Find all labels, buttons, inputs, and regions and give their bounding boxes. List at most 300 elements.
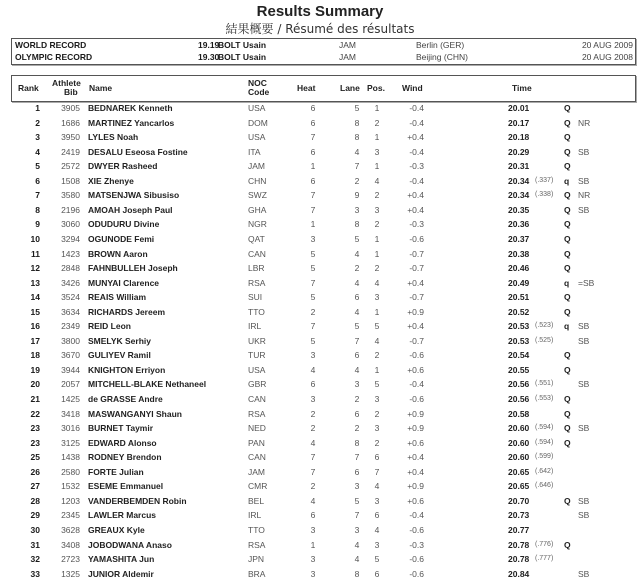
time-cell: 20.34 — [508, 190, 530, 201]
heat-cell: 1 — [310, 219, 316, 230]
lane-cell: 9 — [354, 190, 360, 201]
time-cell: 20.51 — [508, 292, 530, 303]
qualifier-cell: Q — [564, 117, 571, 128]
bib-cell: 3580 — [61, 190, 80, 201]
heat-cell: 6 — [310, 146, 316, 157]
wind-cell: -0.4 — [409, 510, 424, 521]
pos-cell: 3 — [374, 495, 380, 506]
heat-cell: 7 — [310, 277, 316, 288]
table-row — [0, 261, 640, 275]
bib-cell: 3628 — [61, 524, 80, 535]
pos-cell: 1 — [374, 248, 380, 259]
heat-cell: 6 — [310, 175, 316, 186]
athlete-name: BROWN Aaron — [88, 248, 148, 259]
qualifier-cell: Q — [564, 132, 571, 143]
noc-cell: NGR — [248, 219, 267, 230]
pos-cell: 6 — [374, 568, 380, 579]
col-rank: Rank — [18, 83, 39, 93]
olympic-record-row — [12, 52, 635, 64]
wind-cell: +0.4 — [407, 204, 424, 215]
bib-cell: 1325 — [61, 568, 80, 579]
qualifier-cell: Q — [564, 423, 571, 434]
rank-cell: 23 — [30, 423, 40, 434]
table-row — [0, 508, 640, 522]
noc-cell: UKR — [248, 335, 266, 346]
athlete-name: MATSENJWA Sibusiso — [88, 190, 180, 201]
noc-cell: PAN — [248, 437, 265, 448]
table-row — [0, 392, 640, 406]
time-cell: 20.35 — [508, 204, 530, 215]
wind-cell: -0.7 — [409, 292, 424, 303]
table-row — [0, 523, 640, 537]
pos-cell: 5 — [374, 379, 380, 390]
wind-cell: -0.7 — [409, 263, 424, 274]
tiebreak-cell: (.594) — [535, 424, 554, 432]
bib-cell: 2345 — [61, 510, 80, 521]
noc-cell: QAT — [248, 233, 265, 244]
rank-cell: 7 — [35, 190, 40, 201]
lane-cell: 7 — [354, 161, 360, 172]
noc-cell: RSA — [248, 539, 266, 550]
time-cell: 20.17 — [508, 117, 530, 128]
wind-cell: +0.4 — [407, 190, 424, 201]
time-cell: 20.84 — [508, 568, 530, 579]
col-pos: Pos. — [367, 83, 385, 93]
table-row — [0, 101, 640, 115]
tiebreak-cell: (.553) — [535, 395, 554, 402]
tiebreak-cell: (.594) — [535, 438, 554, 446]
table-row — [0, 407, 640, 421]
qualifier-cell: q — [564, 277, 570, 288]
record-note-cell: SB — [578, 175, 590, 186]
table-row — [0, 159, 640, 173]
rank-cell: 3 — [35, 132, 40, 143]
table-row — [0, 145, 640, 159]
lane-cell: 4 — [354, 539, 360, 550]
col-athlete: Athlete — [52, 78, 81, 88]
wind-cell: -0.6 — [409, 554, 424, 565]
athlete-name: MASWANGANYI Shaun — [88, 408, 182, 419]
noc-cell: BRA — [248, 568, 266, 579]
noc-cell: JAM — [248, 161, 265, 172]
athlete-name: RICHARDS Jereem — [88, 306, 165, 317]
time-cell: 20.58 — [508, 408, 530, 419]
athlete-name: JUNIOR Aldemir — [88, 568, 154, 579]
athlete-name: SMELYK Serhiy — [88, 335, 151, 346]
lane-cell: 2 — [354, 175, 360, 186]
pos-cell: 2 — [374, 219, 380, 230]
wind-cell: -0.3 — [409, 161, 424, 172]
noc-cell: TTO — [248, 306, 265, 317]
athlete-name: REAIS William — [88, 292, 147, 303]
heat-cell: 3 — [310, 394, 316, 404]
wind-cell: -0.6 — [409, 233, 424, 244]
rank-cell: 9 — [35, 219, 40, 230]
pos-cell: 5 — [374, 321, 380, 332]
table-row — [0, 363, 640, 377]
bib-cell: 3670 — [61, 350, 80, 361]
athlete-name: DESALU Eseosa Fostine — [88, 146, 188, 157]
col-bib: Bib — [64, 87, 78, 97]
col-time: Time — [512, 83, 532, 93]
lane-cell: 3 — [354, 204, 360, 215]
qualifier-cell: Q — [564, 495, 571, 506]
time-cell: 20.60 — [508, 423, 530, 434]
wind-cell: -0.3 — [409, 539, 424, 550]
tiebreak-cell: (.642) — [535, 467, 554, 475]
qualifier-cell: Q — [564, 219, 571, 230]
bib-cell: 2419 — [61, 146, 80, 157]
pos-cell: 3 — [374, 292, 380, 303]
lane-cell: 3 — [354, 481, 360, 492]
pos-cell: 3 — [374, 204, 380, 215]
heat-cell: 3 — [310, 554, 316, 565]
record-note-cell: SB — [578, 204, 590, 215]
table-row — [0, 348, 640, 362]
heat-cell: 5 — [310, 292, 316, 303]
wind-cell: -0.6 — [409, 568, 424, 579]
heat-cell: 2 — [310, 408, 316, 419]
qualifier-cell: Q — [564, 103, 571, 113]
heat-cell: 1 — [310, 539, 316, 550]
lane-cell: 2 — [354, 394, 360, 404]
wind-cell: +0.6 — [407, 437, 424, 448]
table-header — [11, 75, 636, 102]
qualifier-cell: Q — [564, 306, 571, 317]
heat-cell: 7 — [310, 132, 316, 143]
record-note-cell: SB — [578, 335, 590, 346]
time-cell: 20.34 — [508, 175, 530, 186]
lane-cell: 4 — [354, 248, 360, 259]
heat-cell: 7 — [310, 204, 316, 215]
time-cell: 20.37 — [508, 233, 530, 244]
pos-cell: 4 — [374, 335, 380, 346]
lane-cell: 8 — [354, 568, 360, 579]
noc-cell: CAN — [248, 394, 266, 404]
bib-cell: 3125 — [61, 437, 80, 448]
table-row — [0, 421, 640, 435]
athlete-name: ESEME Emmanuel — [88, 481, 164, 492]
athlete-name: REID Leon — [88, 321, 131, 332]
heat-cell: 5 — [310, 248, 316, 259]
lane-cell: 6 — [354, 466, 360, 477]
table-row — [0, 188, 640, 202]
record-holder: BOLT Usain — [218, 52, 267, 62]
time-cell: 20.56 — [508, 379, 530, 390]
pos-cell: 5 — [374, 554, 380, 565]
wind-cell: +0.6 — [407, 495, 424, 506]
wind-cell: -0.4 — [409, 117, 424, 128]
athlete-name: FAHNBULLEH Joseph — [88, 263, 178, 274]
bib-cell: 1203 — [61, 495, 80, 506]
wind-cell: +0.9 — [407, 481, 424, 492]
noc-cell: BEL — [248, 495, 265, 506]
lane-cell: 4 — [354, 277, 360, 288]
rank-cell: 22 — [30, 408, 40, 419]
record-note-cell: SB — [578, 146, 590, 157]
pos-cell: 2 — [374, 117, 380, 128]
bib-cell: 1532 — [61, 481, 80, 492]
table-row — [0, 538, 640, 552]
col-heat: Heat — [297, 83, 316, 93]
lane-cell: 4 — [354, 364, 360, 375]
bib-cell: 3418 — [61, 408, 80, 419]
noc-cell: USA — [248, 364, 266, 375]
world-record-row — [12, 40, 635, 52]
wind-cell: +0.4 — [407, 466, 424, 477]
wind-cell: +0.4 — [407, 452, 424, 463]
table-row — [0, 377, 640, 391]
rank-cell: 21 — [30, 394, 40, 404]
wind-cell: -0.6 — [409, 350, 424, 361]
athlete-name: DWYER Rasheed — [88, 161, 158, 172]
pos-cell: 1 — [374, 364, 380, 375]
athlete-name: ODUDURU Divine — [88, 219, 160, 230]
lane-cell: 5 — [354, 103, 360, 113]
wind-cell: +0.9 — [407, 423, 424, 434]
athlete-name: AMOAH Joseph Paul — [88, 204, 173, 215]
table-row — [0, 319, 640, 333]
heat-cell: 2 — [310, 481, 316, 492]
athlete-name: MUNYAI Clarence — [88, 277, 160, 288]
athlete-name: MARTINEZ Yancarlos — [88, 117, 175, 128]
pos-cell: 6 — [374, 452, 380, 463]
record-note-cell: =SB — [578, 277, 595, 288]
athlete-name: BURNET Taymir — [88, 423, 154, 434]
bib-cell: 2848 — [61, 263, 80, 274]
table-row — [0, 552, 640, 566]
wind-cell: -0.4 — [409, 103, 424, 113]
heat-cell: 3 — [310, 524, 316, 535]
pos-cell: 1 — [374, 132, 380, 143]
wind-cell: -0.7 — [409, 248, 424, 259]
rank-cell: 6 — [35, 175, 40, 186]
athlete-name: YAMASHITA Jun — [88, 554, 155, 565]
lane-cell: 4 — [354, 306, 360, 317]
athlete-name: KNIGHTON Erriyon — [88, 364, 166, 375]
lane-cell: 7 — [354, 452, 360, 463]
pos-cell: 6 — [374, 510, 380, 521]
table-row — [0, 334, 640, 348]
wind-cell: -0.4 — [409, 379, 424, 390]
time-cell: 20.53 — [508, 321, 530, 332]
athlete-name: LYLES Noah — [88, 132, 139, 143]
heat-cell: 7 — [310, 321, 316, 332]
qualifier-cell: Q — [564, 394, 571, 404]
noc-cell: IRL — [248, 321, 262, 332]
athlete-name: OGUNODE Femi — [88, 233, 155, 244]
rank-cell: 15 — [30, 306, 40, 317]
bib-cell: 1686 — [61, 117, 80, 128]
page-title: Results Summary — [256, 3, 384, 20]
athlete-name: MITCHELL-BLAKE Nethaneel — [88, 379, 207, 390]
athlete-name: EDWARD Alonso — [88, 437, 157, 448]
athlete-name: BEDNAREK Kenneth — [88, 103, 173, 113]
heat-cell: 7 — [310, 452, 316, 463]
noc-cell: CHN — [248, 175, 267, 186]
wind-cell: -0.4 — [409, 146, 424, 157]
lane-cell: 2 — [354, 423, 360, 434]
time-cell: 20.77 — [508, 524, 530, 535]
pos-cell: 3 — [374, 394, 380, 404]
rank-cell: 23 — [30, 437, 40, 448]
heat-cell: 4 — [310, 437, 316, 448]
pos-cell: 4 — [374, 277, 380, 288]
athlete-name: de GRASSE Andre — [88, 394, 163, 404]
table-row — [0, 217, 640, 231]
athlete-name: GULIYEV Ramil — [88, 350, 151, 361]
rank-cell: 20 — [30, 379, 40, 390]
record-noc: JAM — [339, 40, 356, 50]
wind-cell: +0.9 — [407, 408, 424, 419]
table-row — [0, 116, 640, 130]
heat-cell: 5 — [310, 263, 316, 274]
noc-cell: GBR — [248, 379, 267, 390]
qualifier-cell: Q — [564, 437, 571, 448]
record-venue: Berlin (GER) — [416, 40, 465, 50]
bib-cell: 3408 — [61, 539, 80, 550]
rank-cell: 29 — [30, 510, 40, 521]
table-row — [0, 247, 640, 261]
table-row — [0, 479, 640, 493]
lane-cell: 7 — [354, 335, 360, 346]
rank-cell: 30 — [30, 524, 40, 535]
qualifier-cell: Q — [564, 248, 571, 259]
heat-cell: 5 — [310, 335, 316, 346]
lane-cell: 5 — [354, 321, 360, 332]
tiebreak-cell: (.337) — [535, 176, 554, 184]
rank-cell: 5 — [35, 161, 40, 172]
time-cell: 20.29 — [508, 146, 530, 157]
record-label: WORLD RECORD — [15, 40, 87, 50]
rank-cell: 25 — [30, 452, 40, 463]
noc-cell: DOM — [248, 117, 268, 128]
tiebreak-cell: (.525) — [535, 336, 554, 344]
noc-cell: GHA — [248, 204, 267, 215]
heat-cell: 3 — [310, 568, 316, 579]
time-cell: 20.65 — [508, 481, 530, 492]
bib-cell: 3800 — [61, 335, 80, 346]
noc-cell: ITA — [248, 146, 261, 157]
record-note-cell: NR — [578, 117, 591, 128]
athlete-name: VANDERBEMDEN Robin — [88, 495, 187, 506]
rank-cell: 10 — [30, 233, 40, 244]
time-cell: 20.53 — [508, 335, 530, 346]
heat-cell: 6 — [310, 117, 316, 128]
record-noc: JAM — [339, 52, 356, 62]
rank-cell: 13 — [30, 277, 40, 288]
rank-cell: 1 — [35, 103, 40, 113]
wind-cell: +0.4 — [407, 321, 424, 332]
rank-cell: 33 — [30, 568, 40, 579]
time-cell: 20.52 — [508, 306, 530, 317]
lane-cell: 4 — [354, 554, 360, 565]
table-row — [0, 130, 640, 144]
lane-cell: 5 — [354, 233, 360, 244]
athlete-name: FORTE Julian — [88, 466, 144, 477]
bib-cell: 3944 — [61, 364, 80, 375]
time-cell: 20.54 — [508, 350, 530, 361]
col-noc: NOC — [248, 78, 267, 88]
table-row — [0, 436, 640, 450]
pos-cell: 7 — [374, 466, 380, 477]
heat-cell: 3 — [310, 350, 316, 361]
pos-cell: 2 — [374, 350, 380, 361]
heat-cell: 2 — [310, 306, 316, 317]
bib-cell: 3634 — [61, 306, 80, 317]
noc-cell: USA — [248, 103, 266, 113]
tiebreak-cell: (.523) — [535, 322, 554, 330]
time-cell: 20.65 — [508, 466, 530, 477]
table-row — [0, 450, 640, 464]
table-row — [0, 567, 640, 581]
lane-cell: 6 — [354, 292, 360, 303]
noc-cell: CAN — [248, 248, 266, 259]
heat-cell: 6 — [310, 103, 316, 113]
bib-cell: 2572 — [61, 161, 80, 172]
bib-cell: 3060 — [61, 219, 80, 230]
pos-cell: 2 — [374, 408, 380, 419]
pos-cell: 2 — [374, 263, 380, 274]
pos-cell: 3 — [374, 423, 380, 434]
record-note-cell: SB — [578, 423, 590, 434]
pos-cell: 3 — [374, 539, 380, 550]
table-row — [0, 276, 640, 290]
bib-cell: 2723 — [61, 554, 80, 565]
time-cell: 20.36 — [508, 219, 530, 230]
time-cell: 20.78 — [508, 539, 530, 550]
record-time: 19.30 — [198, 52, 220, 62]
table-row — [0, 203, 640, 217]
heat-cell: 4 — [310, 364, 316, 375]
bib-cell: 3016 — [61, 423, 80, 434]
athlete-name: RODNEY Brendon — [88, 452, 162, 463]
time-cell: 20.55 — [508, 364, 530, 375]
pos-cell: 1 — [374, 233, 380, 244]
qualifier-cell: Q — [564, 233, 571, 244]
bib-cell: 3294 — [61, 233, 80, 244]
qualifier-cell: Q — [564, 408, 571, 419]
bib-cell: 2057 — [61, 379, 80, 390]
record-note-cell: SB — [578, 510, 590, 521]
qualifier-cell: Q — [564, 364, 571, 375]
page-subtitle: 結果概要 / Résumé des résultats — [225, 22, 415, 36]
qualifier-cell: Q — [564, 539, 571, 550]
rank-cell: 28 — [30, 495, 40, 506]
time-cell: 20.73 — [508, 510, 530, 521]
pos-cell: 3 — [374, 146, 380, 157]
noc-cell: JPN — [248, 554, 265, 565]
time-cell: 20.60 — [508, 437, 530, 448]
noc-cell: LBR — [248, 263, 265, 274]
bib-cell: 3524 — [61, 292, 80, 303]
record-note-cell: SB — [578, 379, 590, 390]
bib-cell: 3426 — [61, 277, 80, 288]
time-cell: 20.18 — [508, 132, 530, 143]
pos-cell: 2 — [374, 190, 380, 201]
noc-cell: NED — [248, 423, 266, 434]
qualifier-cell: q — [564, 321, 570, 332]
pos-cell: 1 — [374, 103, 380, 113]
record-date: 20 AUG 2008 — [581, 52, 633, 62]
col-wind: Wind — [402, 83, 423, 93]
lane-cell: 6 — [354, 350, 360, 361]
lane-cell: 2 — [354, 263, 360, 274]
heat-cell: 6 — [310, 379, 316, 390]
bib-cell: 3950 — [61, 132, 80, 143]
heat-cell: 3 — [310, 233, 316, 244]
record-time: 19.19 — [198, 40, 220, 50]
